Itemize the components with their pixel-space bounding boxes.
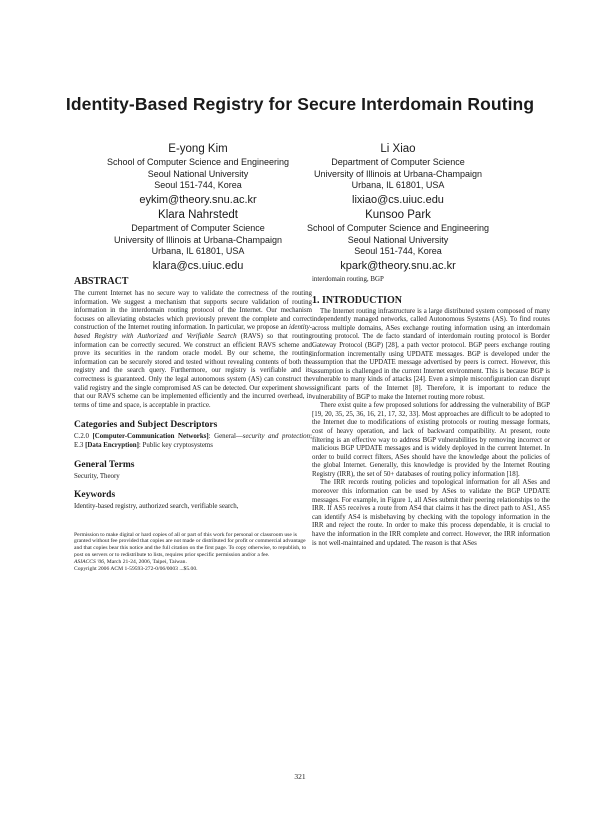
author-affiliation-line: Department of Computer Science [131,223,265,233]
author-email: lixiao@cs.uiuc.edu [352,193,444,206]
author-name: E-yong Kim [168,143,228,155]
introduction-paragraph: The IRR records routing policies and topological information for all ASes and moreover this information can be used by ASes to validate the BGP UPDATE messages. For example, in Figure 1, all ASes submit their peering relationships to the IRR. If AS5 receives a route from AS4 that claims it has the direct path to AS1, AS5 can identify AS4 is misbehaving by checking with the topology information in the IRR and reject the route. In order to make this process dependable, it is crucial to have the information in the IRR complete and correct. However, the IRR information is not well-maintained and updated. The reason is that ASes [312,479,550,547]
abstract-text: The current Internet has no secure way to validate the correctness of the routing information. We suggest a mechanism that supports secure validation of routing information in the interdomain routing protocol of the Internet. Our mechanism focuses on alleviating obstacles which previously prevent the complete and correct construction of the Internet routing information. In particular, we propose an identity-based Registry with Authorized and Verifiable Search (RAVS) so that routing information can be correctly secured. We construct an efficient RAVS scheme and prove its securities in the random oracle model. By our scheme, the routing information can be securely stored and tested without revealing contents of both the registry and the search query. Furthermore, our registry is verifiable and its correctness is guaranteed. Only the legal autonomous system (AS) can construct the valid registry and the single compromised AS can be detected. Our experiment shows that our RAVS scheme can be implemented efficiently and the incurred overhead, in terms of time and space, is acceptable in practice. [74,290,312,409]
introduction-heading: 1. INTRODUCTION [312,294,403,306]
author-affiliation-line: University of Illinois at Urbana-Champaign [313,168,483,179]
permission-notice [74,532,312,573]
abstract-heading: ABSTRACT [74,276,129,287]
general-terms-text: Security, Theory [74,472,120,480]
author-name: Klara Nahrstedt [158,209,238,221]
author-affiliation-line: Seoul 151-744, Korea [354,246,442,256]
author-email: kpark@theory.snu.ac.kr [340,259,456,272]
keywords-heading: Keywords [74,490,116,501]
author-affiliation-line: Seoul 151-744, Korea [154,180,242,190]
author-email: eykim@theory.snu.ac.kr [139,193,257,206]
left-column [74,276,312,572]
copyright-line: Copyright 2006 ACM 1-59593-272-0/06/0003 ...$5.00. [74,565,198,572]
page-number: 321 [294,772,306,781]
paper-title: Identity-Based Registry for Secure Interdomain Routing [65,94,535,114]
author-affiliation-line: Urbana, IL 61801, USA [351,180,445,190]
introduction-paragraph: There exist quite a few proposed solutions for addressing the vulnerability of BGP [19, 20, 35, 25, 36, 16, 21, 17, 32, 33]. Most approaches are difficult to be adopted to the Internet due to modifications of existing protocols or routing message formats, cost of heavy operation, and lack of backward compatibility. At present, route filtering is an effective way to address BGP vulnerabilities by removing incorrect or malicious BGP UPDATE messages and is widely deployed in the current Internet. In order to build correct filters, ASes should have the knowledge about the policies of the global Internet. Generally, this knowledge is provided by the Internet Routing Registry (IRR), the set of 50+ databases of routing policy information [18]. [312,402,550,478]
author-email: klara@cs.uiuc.edu [152,259,244,272]
categories-heading: Categories and Subject Descriptors [74,420,218,431]
author-block [278,208,518,275]
keywords-text: Identity-based registry, authorized search, verifiable search, [74,503,239,511]
author-block [278,142,518,209]
keywords-continued: interdomain routing, BGP [312,276,384,283]
author-affiliation-line: School of Computer Science and Engineering [106,157,290,167]
author-name: Kunsoo Park [365,209,431,221]
general-terms-heading: General Terms [74,459,135,470]
author-affiliation-line: Seoul National University [347,234,449,245]
permission-text: Permission to make digital or hard copies of all or part of this work for personal or classroom use is granted without fee provided that copies are not made or distributed for profit or commercial advantage and that copies bear this notice and the full citation on the first page. To copy otherwise, to republish, to post on servers or to redistribute to lists, requires prior specific permission and/or a fee. [74,531,307,559]
author-affiliation-line: Department of Computer Science [331,157,465,167]
author-affiliation-line: Urbana, IL 61801, USA [151,246,245,256]
venue-line: ASIACCS '06, March 21-24, 2006, Taipei, Taiwan. [74,558,187,565]
introduction-paragraph: The Internet routing infrastructure is a large distributed system composed of many independently managed networks, called Autonomous Systems (AS). To find routes across multiple domains, ASes exchange routing information using an interdomain routing protocol. The de facto standard of interdomain routing protocol is Border Gateway Protocol (BGP) [28], a path vector protocol. BGP peers exchange routing information incrementally using UPDATE messages. BGP is developed under the assumption that the UPDATE message advertised by peers is correct. However, this assumption is challenged in the current Internet environment. This is because BGP is vulnerable to many kinds of attacks [24]. Even a simple misconfiguration can disrupt significant parts of the Internet [8]. Therefore, it is important to reduce the vulnerability of BGP to make the Internet routing more robust. [312,307,550,401]
author-name: Li Xiao [380,143,416,155]
author-affiliation-line: Seoul National University [147,168,249,179]
right-column [312,276,550,548]
categories-text: C.2.0 [Computer-Communication Networks]: General—security and protection; E.3 [Data Encryption]: Public key cryptosystems [74,433,312,449]
author-affiliation-line: School of Computer Science and Engineering [306,223,490,233]
author-affiliation-line: University of Illinois at Urbana-Champaign [113,234,283,245]
